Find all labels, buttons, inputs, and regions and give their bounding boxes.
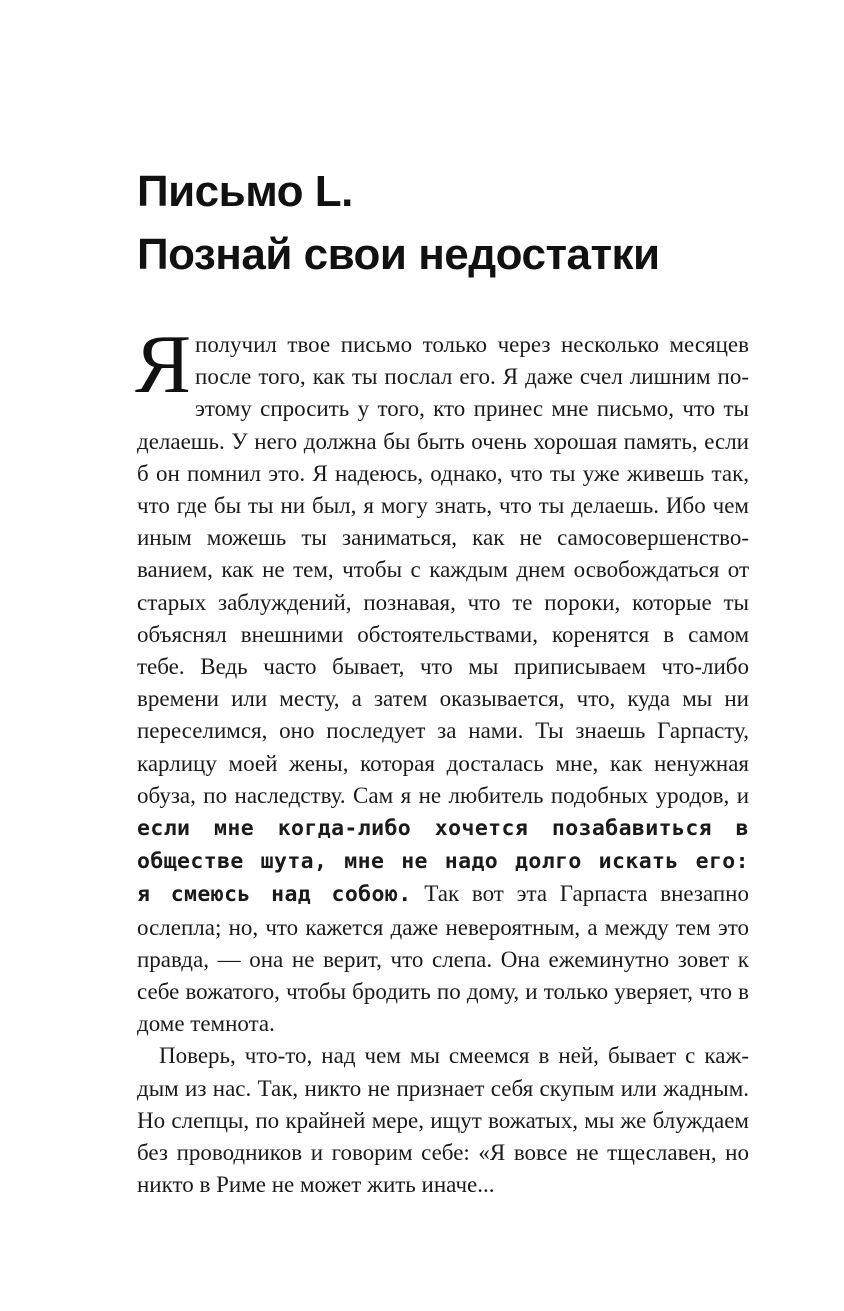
- paragraph-1-lead: получил твое письмо только через несколько месяцев после того, как ты послал его. Я даже счел лишним поэтому спросить у того, кто принес мне письмо, что ты делаешь. У него должна бы быть очень хорошая память, если б он помнил это. Я надеюсь, однако, что ты уже живешь так, что где бы ты ни был, я могу знать, что ты делаешь. Ибо чем иным можешь ты заниматься, как не самосовершенствованием, как не тем, чтобы с каждым днем освобождаться от старых заблуждений, познавая, что те пороки, которые ты объяснял внешними обстоятельствами, коренятся в самом тебе. Ведь часто бывает, что мы приписываем что-либо времени или месту, а затем оказывается, что, куда мы ни переселимся, оно последует за нами. Ты знаешь Гарпасту, карлицу моей жены, которая досталась мне, как ненужная обуза, по наследству. Сам я не любитель подобных уродов, и: [137, 332, 749, 808]
- paragraph-1-tail: Так вот эта Гарпаста внезапно ослепла; но, что кажется даже невероятным, а между тем это правда, — она не верит, что слепа. Она ежеминутно зовет к себе вожатого, чтобы бродить по дому, и только уверяет, что в доме темнота.: [137, 881, 749, 1037]
- paragraph-2: Поверь, что-то, над чем мы смеемся в ней, бывает с каждым из нас. Так, никто не признает себя скупым или жадным. Но слепцы, по крайней мере, ищут вожатых, мы же блуждаем без проводников и говорим себе: «Я вовсе не тщеславен, но никто в Риме не может жить иначе...: [137, 1043, 749, 1198]
- chapter-title: [137, 160, 660, 286]
- drop-cap: Я: [135, 318, 192, 411]
- chapter-title-line-1: Письмо L.: [137, 167, 353, 216]
- letter-body: [135, 318, 749, 1201]
- paragraph-1-emphasis: если мне когда-либо хочется позабавиться в обществе шута, мне не надо долго искать его: я смеюсь над собою.: [137, 816, 749, 908]
- chapter-title-line-2: Познай свои недостатки: [137, 230, 660, 279]
- paragraph-1: [135, 318, 749, 1040]
